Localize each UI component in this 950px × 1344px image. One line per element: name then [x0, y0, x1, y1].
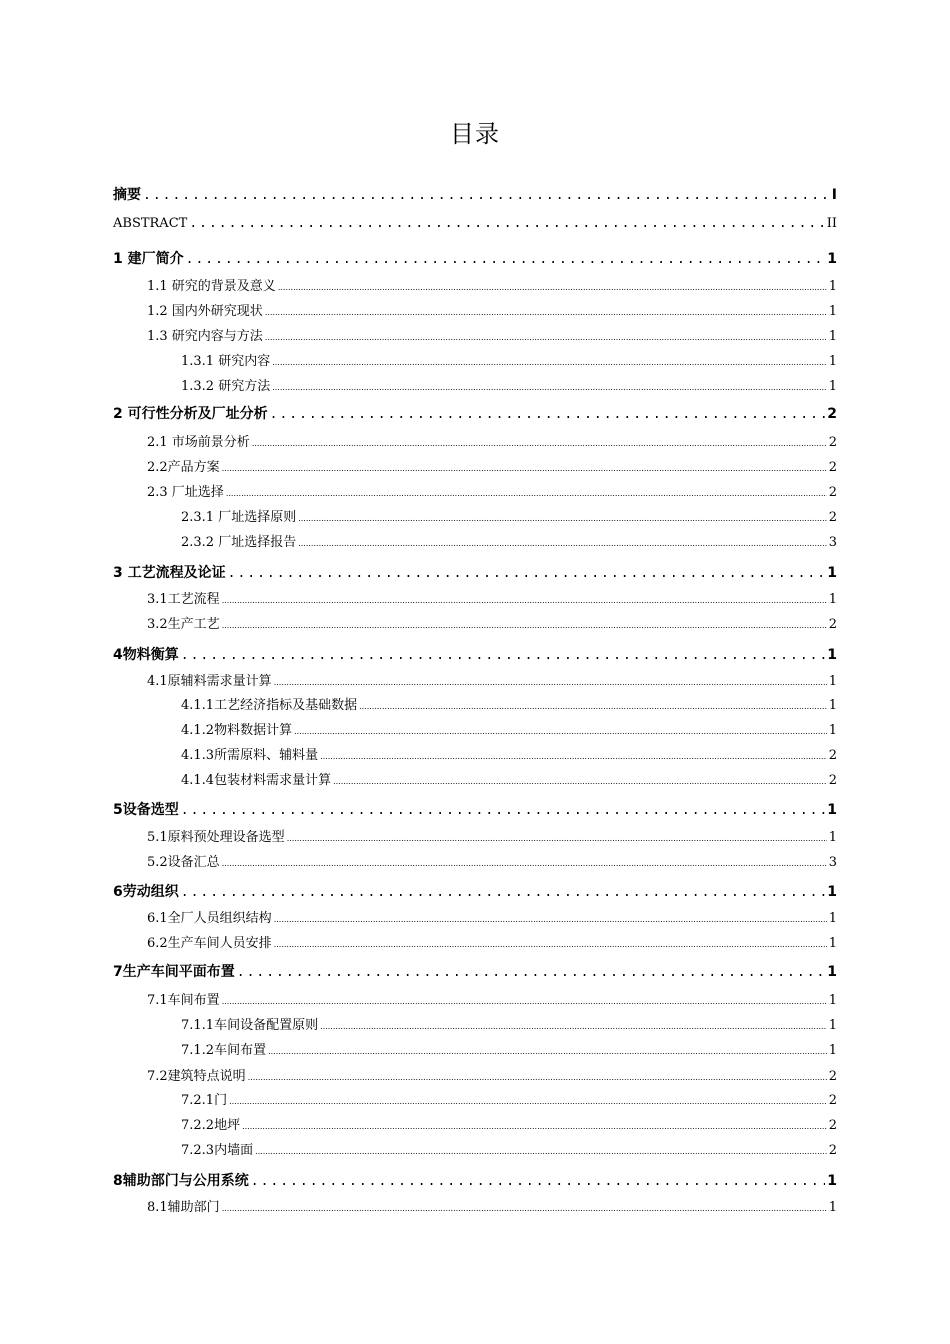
toc-entry-page: 1 [827, 251, 837, 267]
toc-entry-label: 7.1.1车间设备配置原则 [181, 1018, 319, 1033]
toc-entry-label: 4.1.4包装材料需求量计算 [181, 773, 332, 788]
toc-entry[interactable] [113, 961, 837, 981]
toc-entry-page: 2 [828, 1118, 837, 1133]
toc-entry-label: 7.2.2地坪 [181, 1118, 241, 1133]
toc-entry-page: 1 [828, 354, 837, 369]
toc-entry[interactable] [147, 613, 837, 632]
toc-entry[interactable] [147, 1196, 837, 1215]
toc-entry-page: 1 [827, 884, 837, 900]
toc-entry[interactable] [181, 1089, 837, 1108]
toc-entry-page: 1 [828, 279, 837, 294]
toc-entry[interactable] [181, 506, 837, 525]
toc-entry-label: 1.3.1 研究内容 [181, 354, 271, 369]
toc-entry[interactable] [147, 275, 837, 294]
dot-leader [186, 252, 826, 267]
dot-leader [298, 539, 827, 548]
toc-entry-page: 1 [827, 1173, 837, 1189]
toc-entry[interactable] [181, 1039, 837, 1058]
toc-entry[interactable] [147, 456, 837, 475]
dot-leader [242, 1122, 827, 1131]
toc-entry[interactable] [181, 769, 837, 788]
toc-entry[interactable] [181, 350, 837, 369]
toc-entry-label: 摘要 [113, 187, 141, 203]
toc-entry-label: 4.1.1工艺经济指标及基础数据 [181, 698, 358, 713]
toc-entry-label: 5设备选型 [113, 802, 179, 818]
toc-entry-page: 2 [828, 748, 837, 763]
dot-leader [287, 834, 827, 843]
toc-entry-label: 7生产车间平面布置 [113, 964, 235, 980]
dot-leader [189, 216, 824, 231]
toc-entry[interactable] [181, 531, 837, 550]
toc-entry-label: 2.3 厂址选择 [147, 485, 224, 500]
toc-entry-label: 2.3.2 厂址选择报告 [181, 535, 297, 550]
toc-entry[interactable] [181, 1114, 837, 1133]
toc-entry-page: 1 [827, 802, 837, 818]
toc-entry-label: 7.2.1门 [181, 1093, 228, 1108]
toc-entry-page: 1 [828, 698, 837, 713]
toc-entry[interactable] [113, 644, 837, 664]
toc-entry[interactable] [181, 1014, 837, 1033]
dot-leader [272, 383, 827, 392]
toc-entry[interactable] [147, 300, 837, 319]
dot-leader [274, 678, 827, 687]
toc-entry[interactable] [113, 216, 837, 231]
toc-entry[interactable] [147, 325, 837, 344]
toc-entry-label: 5.1原料预处理设备选型 [147, 830, 285, 845]
dot-leader [248, 1073, 827, 1082]
toc-entry-label: 1.3 研究内容与方法 [147, 329, 263, 344]
toc-entry-label: 6.1全厂人员组织结构 [147, 911, 272, 926]
toc-entry-page: 1 [828, 674, 837, 689]
dot-leader [222, 464, 827, 473]
dot-leader [255, 1147, 827, 1156]
toc-entry-label: 4.1.2物料数据计算 [181, 723, 293, 738]
toc-entry-label: 2.1 市场前景分析 [147, 435, 250, 450]
dot-leader [181, 803, 826, 818]
dot-leader [294, 727, 827, 736]
dot-leader [270, 407, 826, 422]
toc-entry-label: 7.1.2车间布置 [181, 1043, 267, 1058]
toc-entry[interactable] [113, 799, 837, 819]
dot-leader [222, 596, 827, 605]
toc-entry-page: 1 [828, 830, 837, 845]
dot-leader [222, 997, 827, 1006]
toc-entry-page: 1 [828, 1043, 837, 1058]
dot-leader [333, 777, 827, 786]
toc-entry-label: 3.2生产工艺 [147, 617, 220, 632]
dot-leader [265, 308, 827, 317]
toc-entry-label: ABSTRACT [113, 216, 188, 231]
toc-entry[interactable] [181, 375, 837, 394]
toc-entry-page: 1 [827, 565, 837, 581]
toc-entry-label: 2.3.1 厂址选择原则 [181, 510, 297, 525]
toc-entry[interactable] [113, 184, 837, 204]
toc-entry-label: 1.1 研究的背景及意义 [147, 279, 276, 294]
dot-leader [181, 885, 826, 900]
toc-entry-page: 2 [828, 1093, 837, 1108]
dot-leader [320, 1022, 827, 1031]
dot-leader [298, 514, 827, 523]
toc-entry-label: 2 可行性分析及厂址分析 [113, 406, 268, 422]
toc-entry-label: 1.2 国内外研究现状 [147, 304, 263, 319]
toc-entry-page: 3 [828, 535, 837, 550]
toc-entry-page: 2 [828, 1143, 837, 1158]
dot-leader [226, 489, 827, 498]
toc-entry-page: 1 [828, 723, 837, 738]
toc-entry-page: 2 [828, 510, 837, 525]
toc-entry-page: 3 [828, 855, 837, 870]
toc-entry-label: 7.2建筑特点说明 [147, 1069, 246, 1084]
dot-leader [268, 1047, 827, 1056]
toc-entry-label: 4物料衡算 [113, 647, 179, 663]
toc-entry-label: 3 工艺流程及论证 [113, 565, 226, 581]
toc-entry-page: 2 [827, 406, 837, 422]
toc-entry[interactable] [147, 1065, 837, 1084]
toc-entry-page: 1 [828, 329, 837, 344]
toc-entry[interactable] [147, 431, 837, 450]
toc-entry-page: 1 [827, 647, 837, 663]
toc-entry-label: 8.1辅助部门 [147, 1200, 220, 1215]
toc-entry[interactable] [113, 881, 837, 901]
toc-entry[interactable] [147, 588, 837, 607]
dot-leader [272, 358, 827, 367]
dot-leader [143, 188, 830, 203]
page-title: 目录 [450, 120, 500, 148]
dot-leader [237, 965, 826, 980]
toc-entry[interactable] [147, 989, 837, 1008]
toc-entry[interactable] [181, 719, 837, 738]
toc-entry-label: 2.2产品方案 [147, 460, 220, 475]
toc-entry-page: 2 [828, 485, 837, 500]
dot-leader [222, 859, 827, 868]
dot-leader [222, 1204, 827, 1213]
toc-entry-page: 2 [828, 460, 837, 475]
toc-entry-page: 2 [828, 617, 837, 632]
toc-entry-page: 2 [828, 773, 837, 788]
toc-entry[interactable] [113, 403, 837, 423]
toc-entry-page: I [831, 187, 837, 203]
toc-entry-page: 2 [828, 435, 837, 450]
dot-leader [265, 333, 827, 342]
dot-leader [229, 1097, 827, 1106]
toc-entry[interactable] [147, 481, 837, 500]
toc-entry[interactable] [147, 907, 837, 926]
dot-leader [359, 702, 827, 711]
toc-entry-page: 1 [828, 993, 837, 1008]
toc-entry-label: 4.1原辅料需求量计算 [147, 674, 272, 689]
toc-entry[interactable] [147, 932, 837, 951]
dot-leader [252, 439, 827, 448]
toc-entry-label: 8辅助部门与公用系统 [113, 1173, 249, 1189]
toc-entry[interactable] [113, 1170, 837, 1190]
toc-entry-label: 1.3.2 研究方法 [181, 379, 271, 394]
toc-entry[interactable] [113, 248, 837, 268]
toc-entry[interactable] [181, 744, 837, 763]
toc-entry-page: II [826, 216, 837, 231]
dot-leader [228, 566, 826, 581]
toc-entry-label: 3.1工艺流程 [147, 592, 220, 607]
dot-leader [222, 621, 827, 630]
toc-entry-label: 4.1.3所需原料、辅料量 [181, 748, 319, 763]
dot-leader [181, 648, 826, 663]
dot-leader [274, 915, 827, 924]
dot-leader [251, 1174, 826, 1189]
toc-entry-label: 6.2生产车间人员安排 [147, 936, 272, 951]
toc-entry-page: 1 [828, 304, 837, 319]
toc-entry-label: 7.1车间布置 [147, 993, 220, 1008]
toc-entry[interactable] [113, 562, 837, 582]
toc-entry-page: 1 [828, 379, 837, 394]
toc-entry-label: 6劳动组织 [113, 884, 179, 900]
toc-entry-page: 1 [828, 911, 837, 926]
dot-leader [278, 283, 827, 292]
toc-entry[interactable] [181, 694, 837, 713]
toc-entry[interactable] [147, 826, 837, 845]
toc-entry-page: 1 [828, 592, 837, 607]
toc-entry-page: 1 [827, 964, 837, 980]
toc-entry[interactable] [181, 1139, 837, 1158]
toc-entry-page: 2 [828, 1069, 837, 1084]
toc-entry-page: 1 [828, 1200, 837, 1215]
dot-leader [274, 940, 827, 949]
toc-entry-label: 1 建厂简介 [113, 251, 184, 267]
toc-entry-label: 7.2.3内墙面 [181, 1143, 254, 1158]
toc-entry[interactable] [147, 851, 837, 870]
toc-entry-page: 1 [828, 936, 837, 951]
toc-entry-label: 5.2设备汇总 [147, 855, 220, 870]
toc-entry-page: 1 [828, 1018, 837, 1033]
toc-entry[interactable] [147, 670, 837, 689]
dot-leader [320, 752, 827, 761]
